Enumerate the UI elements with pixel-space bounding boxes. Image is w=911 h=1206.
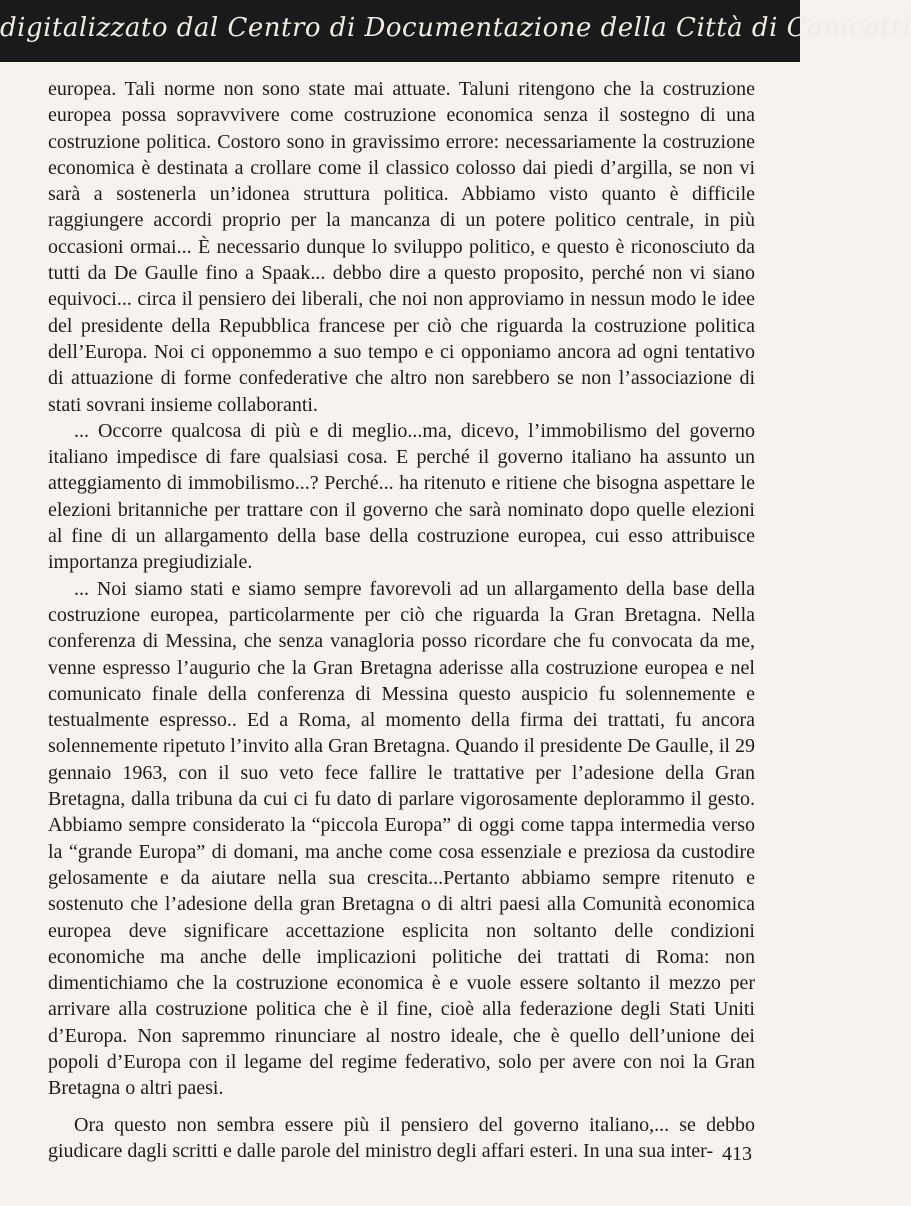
watermark-banner [0,0,911,62]
paragraph: Ora questo non sembra essere più il pensiero del governo italiano,... se debbo giudicare dagli scritti e dalle parole del ministro degli affari esteri. In una sua inter- [48,1113,755,1162]
paragraph: ... Noi siamo stati e siamo sempre favorevoli ad un allargamento della base della costruzione europea, particolarmente per ciò che riguarda la Gran Bretagna. Nella conferenza di Messina, che senza vanagloria posso ricordare che fu convocata da me, venne espresso l’augurio che la Gran Bretagna aderisse alla costruzione europea e nel comunicato finale della conferenza di Messina questo auspicio fu solennemente e testualmente espresso.. Ed a Roma, al momento della firma dei trattati, fu ancora solennemente ripetuto l’invito alla Gran Bretagna. Quando il presidente De Gaulle, il 29 gennaio 1963, con il suo veto fece fallire le trattative per l’adesione della Gran Bretagna, dalla tribuna da cui ci fu dato di parlare vigorosamente deplorammo il gesto. Abbiamo sempre considerato la “piccola Europa” di oggi come tappa intermedia verso la “grande Europa” di domani, ma anche come cosa essenziale e preziosa da custodire gelosamente e da aiutare nella sua crescita...Pertanto abbiamo sempre ritenuto e sostenuto che l’adesione della gran Bretagna o di altri paesi alla Comunità economica europea deve significare accettazione esplicita non soltanto delle condizioni economiche ma anche delle implicazioni politiche dei trattati di Roma: non dimentichiamo che la costruzione economica è e vuole essere soltanto il mezzo per arrivare alla costruzione politica che è il fine, cioè alla federazione degli Stati Uniti d’Europa. Non sapremmo rinunciare al nostro ideale, che è quello dell’unione dei popoli d’Europa con il legame del regime federativo, solo per avere con noi la Gran Bretagna o altri paesi. [48,577,755,1100]
watermark-text: digitalizzato dal Centro di Documentazione della Città di Canicattì [0,13,911,43]
page-body [48,76,755,1164]
page-number: 413 [722,1143,752,1165]
paragraph: europea. Tali norme non sono state mai attuate. Taluni ritengono che la costruzione europea possa sopravvivere come costruzione economica senza il sostegno di una costruzione politica. Costoro sono in gravissimo errore: necessariamente la costruzione economica è destinata a crollare come il classico colosso dai piedi d’argilla, se non vi sarà a sostenerla un’idonea struttura politica. Abbiamo visto quanto è difficile raggiungere accordi proprio per la mancanza di un potere politico centrale, in più occasioni ormai... È necessario dunque lo sviluppo politico, e questo è riconosciuto da tutti da De Gaulle fino a Spaak... debbo dire a questo proposito, perché non vi siano equivoci... circa il pensiero dei liberali, che noi non approviamo in nessun modo le idee del presidente della Repubblica francese per ciò che riguarda la costruzione politica dell’Europa. Noi ci opponemmo a suo tempo e ci opponiamo ancora ad ogni tentativo di attuazione di forme confederative che altro non sarebbero se non l’associazione di stati sovrani insieme collaboranti. [48,78,755,416]
paragraph: ... Occorre qualcosa di più e di meglio...ma, dicevo, l’immobilismo del governo italiano impedisce di fare qualsiasi cosa. E perché il governo italiano ha assunto un atteggiamento di immobilismo...? Perché... ha ritenuto e ritiene che bisogna aspettare le elezioni britanniche per trattare con il governo che sarà nominato dopo quelle elezioni al fine di un allargamento della base della costruzione europea, cui esso attribuisce importanza pregiudiziale. [48,419,755,574]
